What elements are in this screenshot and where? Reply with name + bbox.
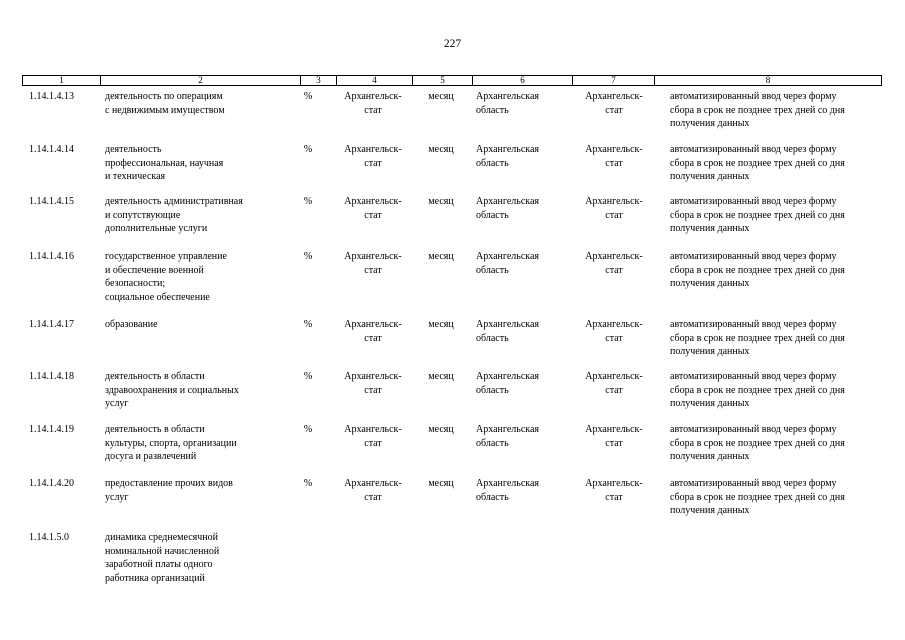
row-responsible: Архангельск- стат <box>585 91 643 116</box>
header-col-8: 8 <box>765 75 771 85</box>
row-period: месяц <box>428 478 454 489</box>
row-level: Архангельская область <box>476 371 540 396</box>
row-responsible: Архангельск- стат <box>585 251 643 276</box>
row-name: деятельность в области культуры, спорта, организации досуга и развлечений <box>105 424 237 462</box>
header-col-5: 5 <box>413 76 473 85</box>
row-level: Архангельская область <box>476 144 540 169</box>
row-method: автоматизированный ввод через форму сбора в срок не позднее трех дней со дня получения данных <box>670 144 845 182</box>
row-unit: % <box>303 251 313 262</box>
row-name: деятельность административная и сопутствующие дополнительные услуги <box>105 196 243 234</box>
row-source: Архангельск- стат <box>344 196 402 221</box>
row-code: 1.14.1.4.19 <box>29 424 74 435</box>
header-col-6: 6 <box>473 76 573 85</box>
header-col-4: 4 <box>337 76 413 85</box>
row-method: автоматизированный ввод через форму сбора в срок не позднее трех дней со дня получения данных <box>670 424 845 462</box>
row-name: деятельность профессиональная, научная и техническая <box>105 144 224 182</box>
row-code: 1.14.1.4.14 <box>29 144 74 155</box>
row-period: месяц <box>428 319 454 330</box>
row-source: Архангельск- стат <box>344 251 402 276</box>
row-level: Архангельская область <box>476 478 540 503</box>
row-code: 1.14.1.4.20 <box>29 478 74 489</box>
row-level: Архангельская область <box>476 251 540 276</box>
row-source: Архангельск- стат <box>344 144 402 169</box>
header-col-1: 1 <box>23 76 101 85</box>
row-name: деятельность по операциям с недвижимым имуществом <box>105 91 225 116</box>
header-col-2: 2 <box>101 76 301 85</box>
row-method: автоматизированный ввод через форму сбора в срок не позднее трех дней со дня получения данных <box>670 371 845 409</box>
row-level: Архангельская область <box>476 91 540 116</box>
row-name: деятельность в области здравоохранения и социальных услуг <box>105 371 239 409</box>
row-period: месяц <box>428 91 454 102</box>
row-period: месяц <box>428 144 454 155</box>
row-responsible: Архангельск- стат <box>585 196 643 221</box>
row-responsible: Архангельск- стат <box>585 371 643 396</box>
row-method: автоматизированный ввод через форму сбора в срок не позднее трех дней со дня получения данных <box>670 196 845 234</box>
row-level: Архангельская область <box>476 319 540 344</box>
row-period: месяц <box>428 251 454 262</box>
row-code: 1.14.1.4.13 <box>29 91 74 102</box>
row-name: динамика среднемесячной номинальной начисленной заработной платы одного работника организаций <box>105 532 220 584</box>
row-responsible: Архангельск- стат <box>585 424 643 449</box>
row-responsible: Архангельск- стат <box>585 319 643 344</box>
row-source: Архангельск- стат <box>344 371 402 396</box>
table-header <box>22 75 882 86</box>
row-unit: % <box>303 424 313 435</box>
row-unit: % <box>303 91 313 102</box>
row-period: месяц <box>428 196 454 207</box>
row-period: месяц <box>428 424 454 435</box>
row-source: Архангельск- стат <box>344 91 402 116</box>
row-source: Архангельск- стат <box>344 319 402 344</box>
row-code: 1.14.1.5.0 <box>29 532 69 543</box>
row-code: 1.14.1.4.18 <box>29 371 74 382</box>
row-unit: % <box>303 144 313 155</box>
row-method: автоматизированный ввод через форму сбора в срок не позднее трех дней со дня получения данных <box>670 319 845 357</box>
row-code: 1.14.1.4.15 <box>29 196 74 207</box>
row-responsible: Архангельск- стат <box>585 144 643 169</box>
page-number: 227 <box>443 38 462 50</box>
row-code: 1.14.1.4.16 <box>29 251 74 262</box>
row-method: автоматизированный ввод через форму сбора в срок не позднее трех дней со дня получения данных <box>670 91 845 129</box>
row-method: автоматизированный ввод через форму сбора в срок не позднее трех дней со дня получения данных <box>670 251 845 289</box>
row-level: Архангельская область <box>476 424 540 449</box>
row-unit: % <box>303 478 313 489</box>
row-unit: % <box>303 319 313 330</box>
row-code: 1.14.1.4.17 <box>29 319 74 330</box>
row-name: предоставление прочих видов услуг <box>105 478 233 503</box>
header-col-3: 3 <box>301 76 337 85</box>
row-method: автоматизированный ввод через форму сбора в срок не позднее трех дней со дня получения данных <box>670 478 845 516</box>
row-name: образование <box>105 319 158 330</box>
row-responsible: Архангельск- стат <box>585 478 643 503</box>
row-unit: % <box>303 371 313 382</box>
header-col-7: 7 <box>573 76 655 85</box>
row-source: Архангельск- стат <box>344 424 402 449</box>
row-source: Архангельск- стат <box>344 478 402 503</box>
row-name: государственное управление и обеспечение военной безопасности; социальное обеспечение <box>105 251 227 303</box>
row-level: Архангельская область <box>476 196 540 221</box>
row-period: месяц <box>428 371 454 382</box>
row-unit: % <box>303 196 313 207</box>
